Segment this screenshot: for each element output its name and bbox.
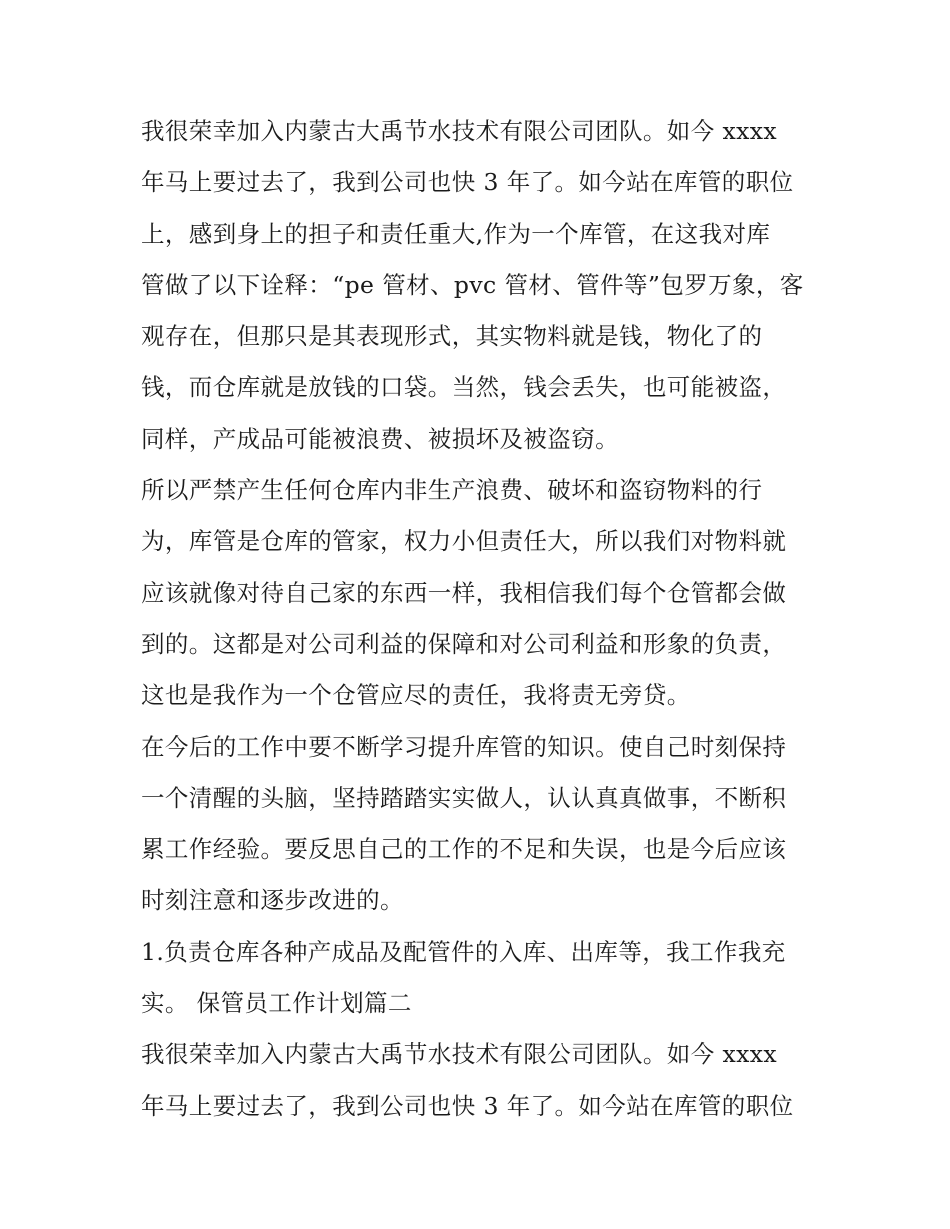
text-line-9: 为，库管是仓库的管家，权力小但责任大，所以我们对物料就 — [141, 527, 787, 556]
text-line-3: 上，感到身上的担子和责任重大,作为一个库管，在这我对库 — [141, 219, 771, 248]
text-line-7: 同样，产成品可能被浪费、被损坏及被盗窃。 — [141, 424, 619, 453]
text-line-15: 累工作经验。要反思自己的工作的不足和失误，也是今后应该 — [141, 835, 787, 864]
text-line-5: 观存在，但那只是其表现形式，其实物料就是钱，物化了的 — [141, 322, 763, 351]
text-line-12: 这也是我作为一个仓管应尽的责任，我将责无旁贷。 — [141, 681, 691, 710]
text-line-14: 一个清醒的头脑，坚持踏踏实实做人，认认真真做事，不断积 — [141, 783, 787, 812]
text-line-13: 在今后的工作中要不断学习提升库管的知识。使自己时刻保持 — [141, 732, 787, 761]
text-line-18: 实。 保管员工作计划篇二 — [141, 989, 412, 1018]
text-line-20: 年马上要过去了，我到公司也快 3 年了。如今站在库管的职位 — [141, 1091, 794, 1120]
text-line-16: 时刻注意和逐步改进的。 — [141, 886, 404, 915]
text-line-17: 1.负责仓库各种产成品及配管件的入库、出库等，我工作我充 — [141, 937, 786, 966]
text-line-8: 所以严禁产生任何仓库内非生产浪费、破坏和盗窃物料的行 — [141, 476, 763, 505]
text-line-2: 年马上要过去了，我到公司也快 3 年了。如今站在库管的职位 — [141, 168, 794, 197]
text-line-10: 应该就像对待自己家的东西一样，我相信我们每个仓管都会做 — [141, 578, 787, 607]
text-line-19: 我很荣幸加入内蒙古大禹节水技术有限公司团队。如今 xxxx — [141, 1040, 778, 1069]
document-body — [141, 106, 821, 1132]
text-line-6: 钱，而仓库就是放钱的口袋。当然，钱会丢失，也可能被盗， — [141, 373, 787, 402]
text-line-4: 管做了以下诠释：“pe 管材、pvc 管材、管件等”包罗万象，客 — [141, 270, 804, 299]
text-line-11: 到的。这都是对公司利益的保障和对公司利益和形象的负责， — [141, 629, 787, 658]
text-line-1: 我很荣幸加入内蒙古大禹节水技术有限公司团队。如今 xxxx — [141, 117, 778, 145]
